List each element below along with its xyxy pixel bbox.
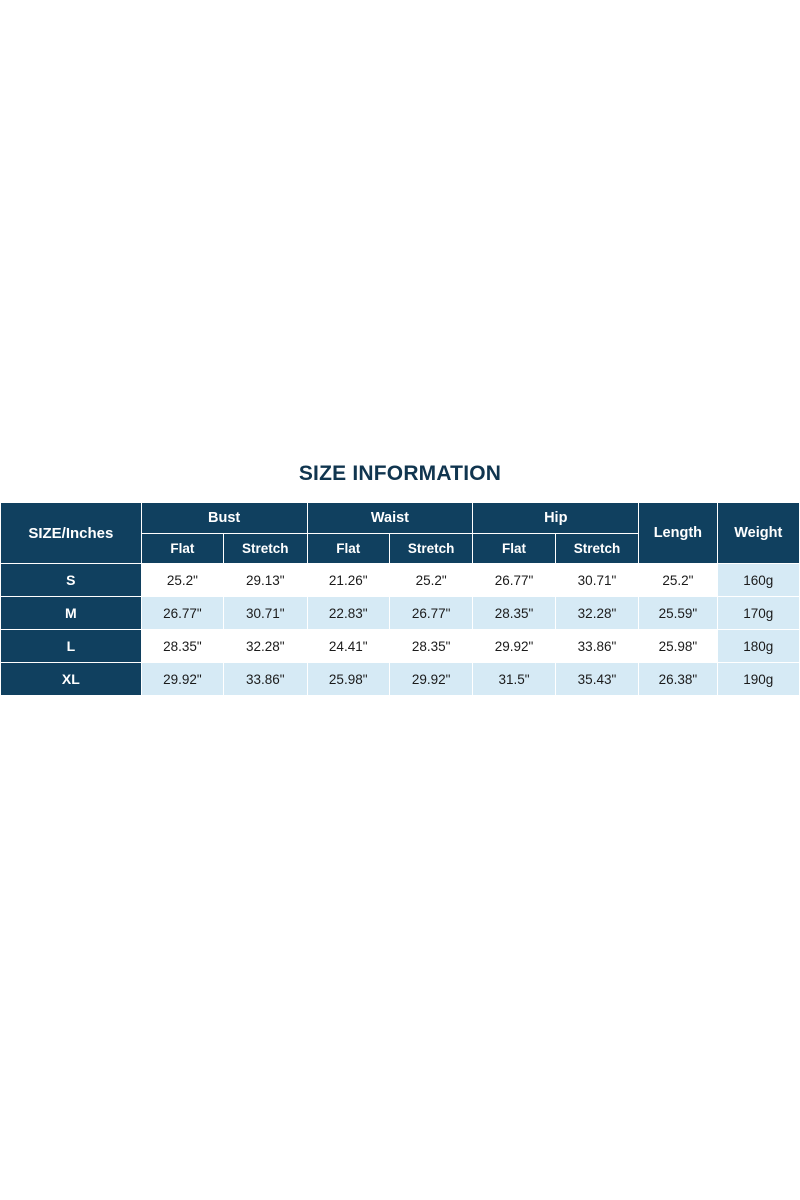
cell-weight: 170g: [717, 597, 799, 630]
cell-length: 26.38": [639, 663, 717, 696]
cell-size: XL: [1, 663, 142, 696]
cell-bust-stretch: 29.13": [224, 564, 307, 597]
cell-bust-flat: 26.77": [141, 597, 223, 630]
cell-weight: 190g: [717, 663, 799, 696]
table-row: [1, 630, 800, 663]
cell-hip-stretch: 35.43": [555, 663, 638, 696]
size-information-panel: [0, 462, 800, 696]
table-header: [1, 503, 800, 564]
table-row: [1, 663, 800, 696]
subheader-bust-flat: Flat: [141, 534, 223, 564]
column-header-length: Length: [639, 503, 717, 564]
cell-waist-flat: 21.26": [307, 564, 389, 597]
table-body: [1, 564, 800, 696]
subheader-hip-stretch: Stretch: [555, 534, 638, 564]
cell-length: 25.2": [639, 564, 717, 597]
subheader-bust-stretch: Stretch: [224, 534, 307, 564]
cell-hip-flat: 31.5": [473, 663, 555, 696]
column-header-size: SIZE/Inches: [1, 503, 142, 564]
cell-bust-stretch: 32.28": [224, 630, 307, 663]
cell-waist-flat: 22.83": [307, 597, 389, 630]
cell-hip-stretch: 33.86": [555, 630, 638, 663]
column-header-bust: Bust: [141, 503, 307, 534]
cell-size: L: [1, 630, 142, 663]
table-row: [1, 597, 800, 630]
table-header-row-groups: [1, 503, 800, 534]
cell-bust-flat: 28.35": [141, 630, 223, 663]
column-header-hip: Hip: [473, 503, 639, 534]
page-title: SIZE INFORMATION: [298, 462, 502, 485]
cell-waist-stretch: 25.2": [389, 564, 472, 597]
column-header-weight: Weight: [717, 503, 799, 564]
cell-length: 25.59": [639, 597, 717, 630]
size-chart-table: [0, 502, 800, 696]
column-header-waist: Waist: [307, 503, 473, 534]
cell-bust-flat: 25.2": [141, 564, 223, 597]
subheader-waist-stretch: Stretch: [389, 534, 472, 564]
cell-hip-flat: 28.35": [473, 597, 555, 630]
cell-waist-stretch: 28.35": [389, 630, 472, 663]
cell-waist-flat: 25.98": [307, 663, 389, 696]
cell-waist-stretch: 29.92": [389, 663, 472, 696]
cell-size: S: [1, 564, 142, 597]
cell-weight: 180g: [717, 630, 799, 663]
cell-hip-stretch: 32.28": [555, 597, 638, 630]
cell-waist-flat: 24.41": [307, 630, 389, 663]
cell-hip-flat: 29.92": [473, 630, 555, 663]
cell-bust-flat: 29.92": [141, 663, 223, 696]
cell-hip-flat: 26.77": [473, 564, 555, 597]
cell-hip-stretch: 30.71": [555, 564, 638, 597]
cell-weight: 160g: [717, 564, 799, 597]
cell-size: M: [1, 597, 142, 630]
cell-bust-stretch: 30.71": [224, 597, 307, 630]
table-row: [1, 564, 800, 597]
subheader-waist-flat: Flat: [307, 534, 389, 564]
cell-waist-stretch: 26.77": [389, 597, 472, 630]
subheader-hip-flat: Flat: [473, 534, 555, 564]
cell-bust-stretch: 33.86": [224, 663, 307, 696]
cell-length: 25.98": [639, 630, 717, 663]
